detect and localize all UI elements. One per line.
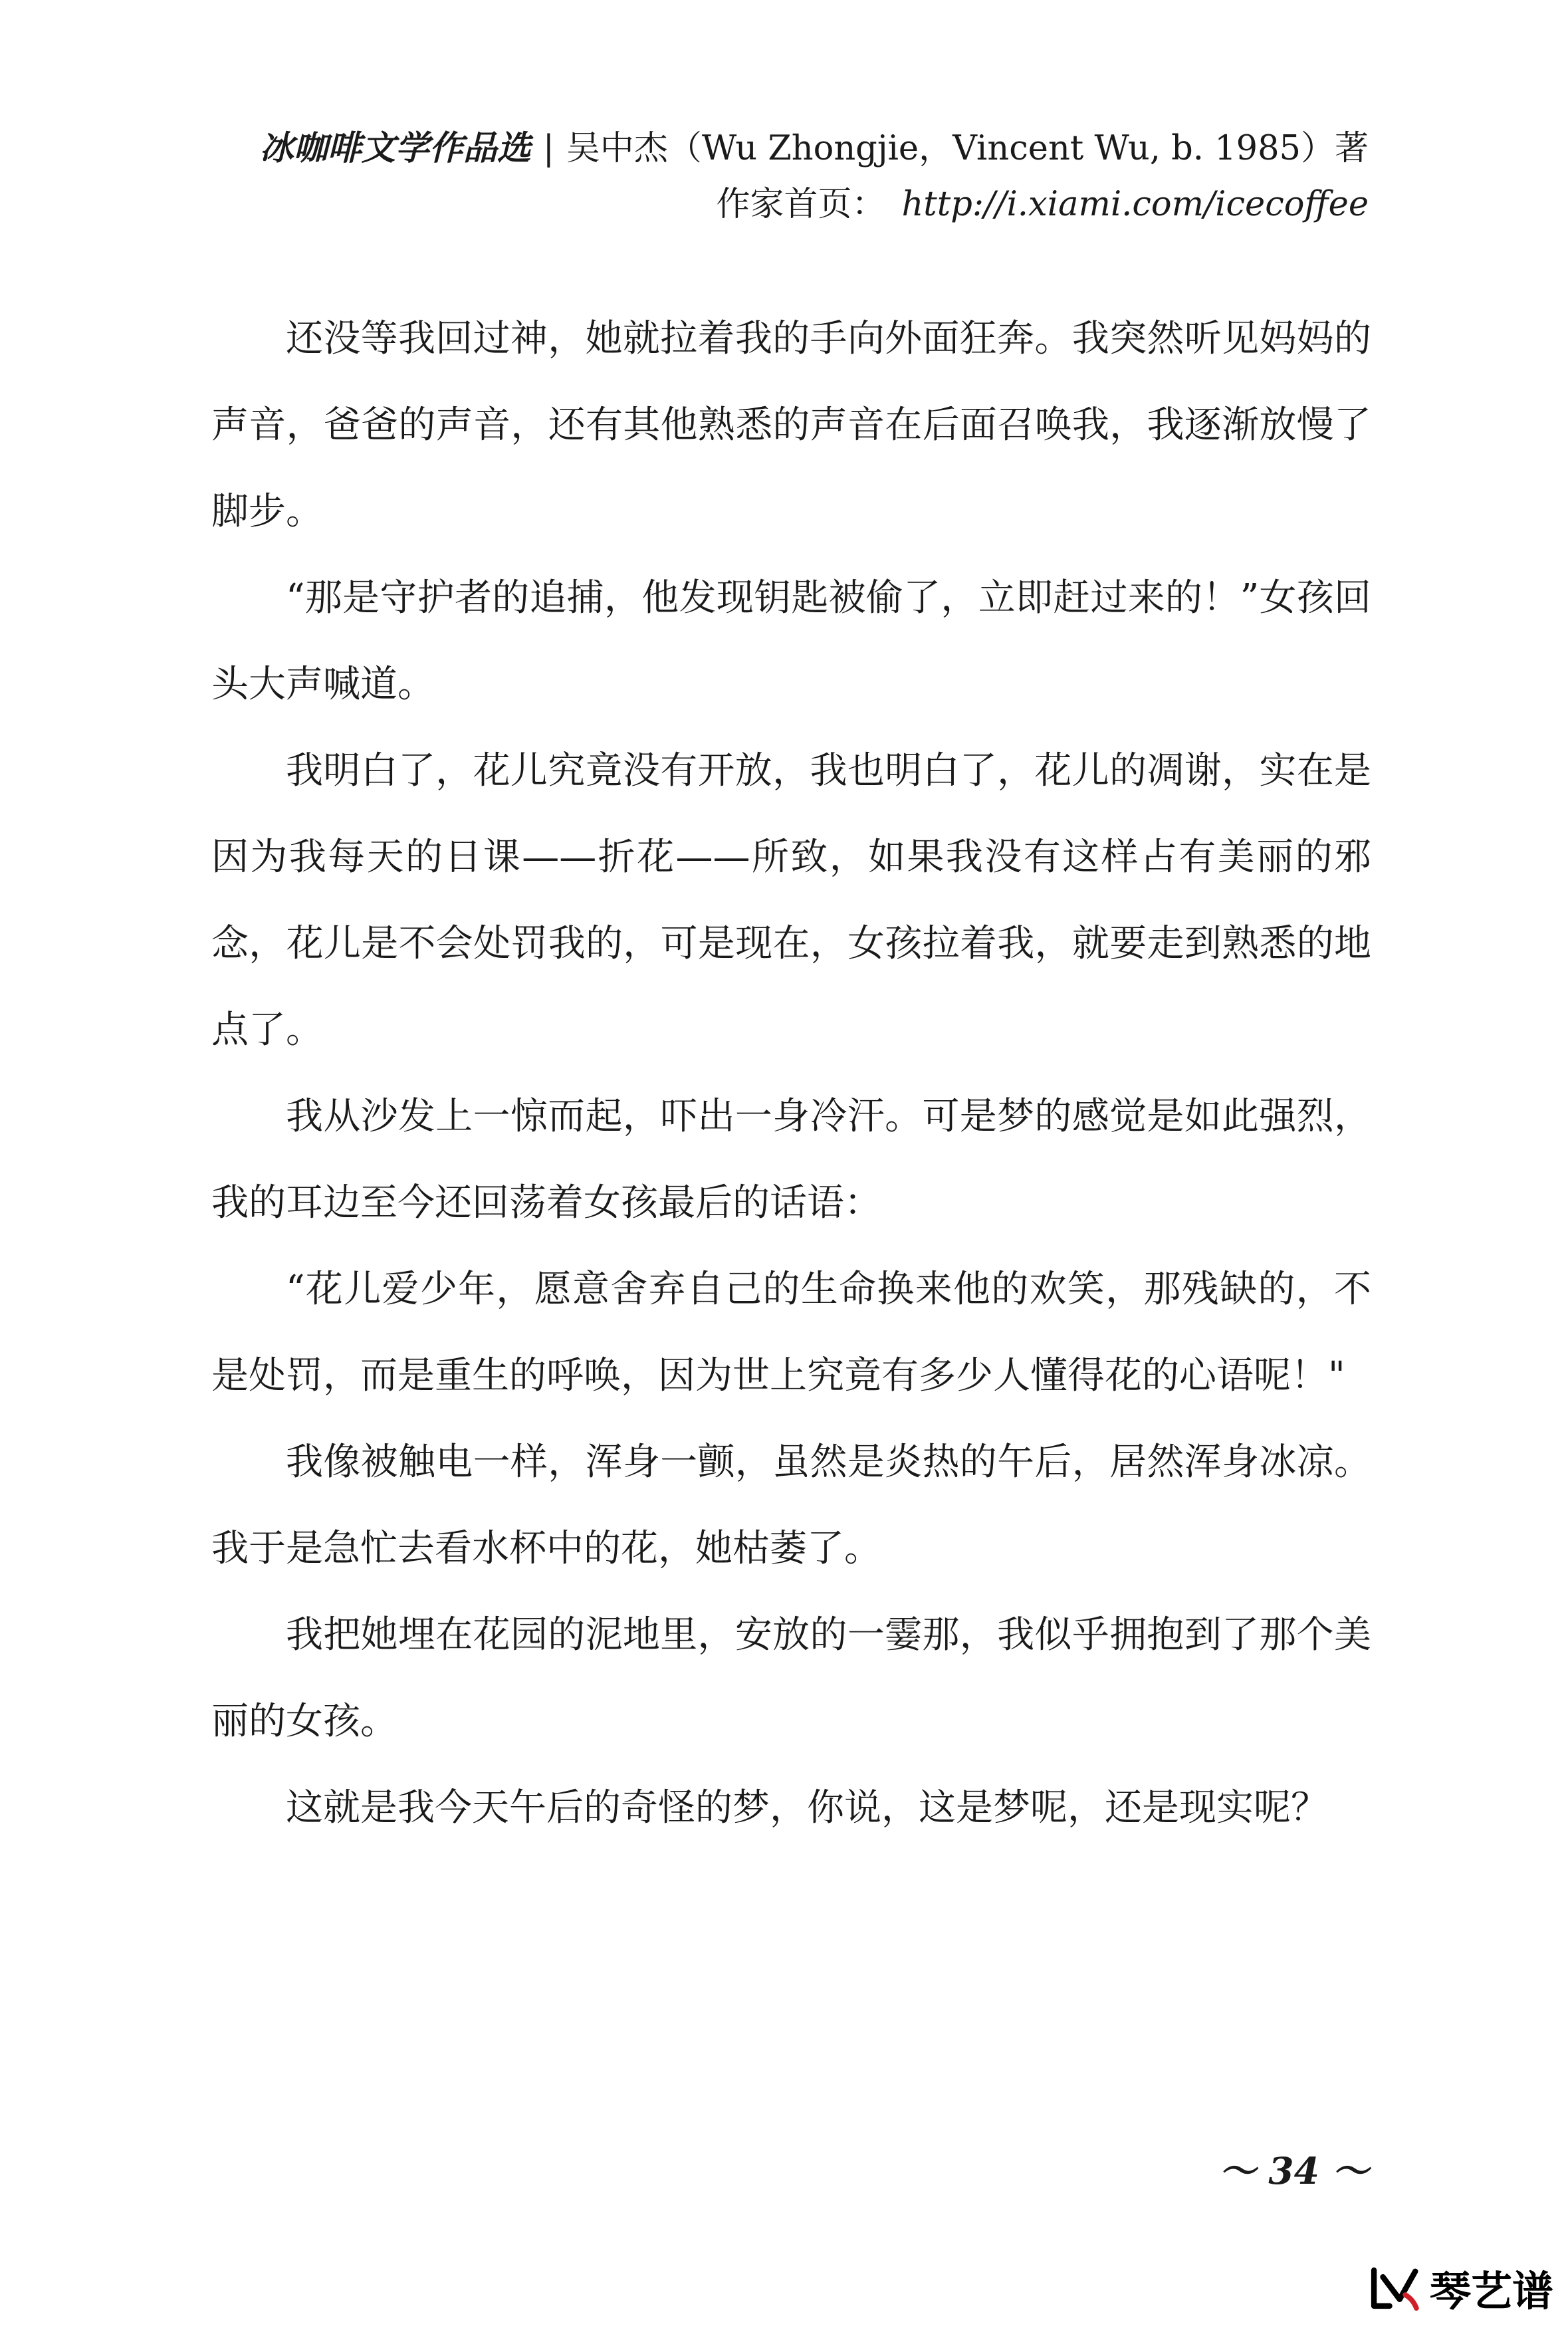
paragraph: 还没等我回过神，她就拉着我的手向外面狂奔。我突然听见妈妈的声音，爸爸的声音，还有其他熟悉的声音在后面召唤我，我逐渐放慢了脚步。 [211, 317, 1371, 533]
page-header [260, 126, 1369, 227]
header-separator: | [542, 129, 554, 168]
paragraph: 我把她埋在花园的泥地里，安放的一霎那，我似乎拥抱到了那个美丽的女孩。 [211, 1613, 1371, 1743]
logo-text: 琴艺谱 [1429, 2267, 1553, 2315]
paragraph: 我明白了，花儿究竟没有开放，我也明白了，花儿的凋谢，实在是因为我每天的日课——折花——所致，如果我没有这样占有美丽的邪念，花儿是不会处罚我的，可是现在，女孩拉着我，就要走到熟悉的地点了。 [211, 749, 1371, 1052]
article-body [211, 296, 1371, 1851]
page-number: ～ 34 ～ [1219, 2149, 1369, 2192]
header-homepage-line [260, 183, 1369, 227]
paragraph: 我像被触电一样，浑身一颤，虽然是炎热的午后，居然浑身冰凉。我于是急忙去看水杯中的花，她枯萎了。 [211, 1441, 1371, 1570]
qinyipu-logo-icon [1367, 2260, 1423, 2316]
paragraph: “花儿爱少年，愿意舍弃自己的生命换来他的欢笑，那残缺的，不是处罚，而是重生的呼唤，因为世上究竟有多少人懂得花的心语呢！" [211, 1268, 1371, 1397]
paragraph: 这就是我今天午后的奇怪的梦，你说，这是梦呢，还是现实呢？ [286, 1786, 1328, 1829]
paragraph: “那是守护者的追捕，他发现钥匙被偷了，立即赶过来的！”女孩回头大声喊道。 [211, 576, 1371, 706]
homepage-label: 作家首页： [716, 185, 886, 225]
header-title-line [260, 126, 1369, 171]
homepage-url[interactable]: http://i.xiami.com/icecoffee [901, 185, 1369, 225]
paragraph: 我从沙发上一惊而起，吓出一身冷汗。可是梦的感觉是如此强烈，我的耳边至今还回荡着女孩最后的话语： [211, 1095, 1371, 1224]
collection-title: 冰咖啡文学作品选 [259, 128, 531, 168]
author-credit: 吴中杰（Wu Zhongjie，Vincent Wu, b. 1985）著 [566, 129, 1369, 168]
watermark-logo [1367, 2258, 1553, 2317]
